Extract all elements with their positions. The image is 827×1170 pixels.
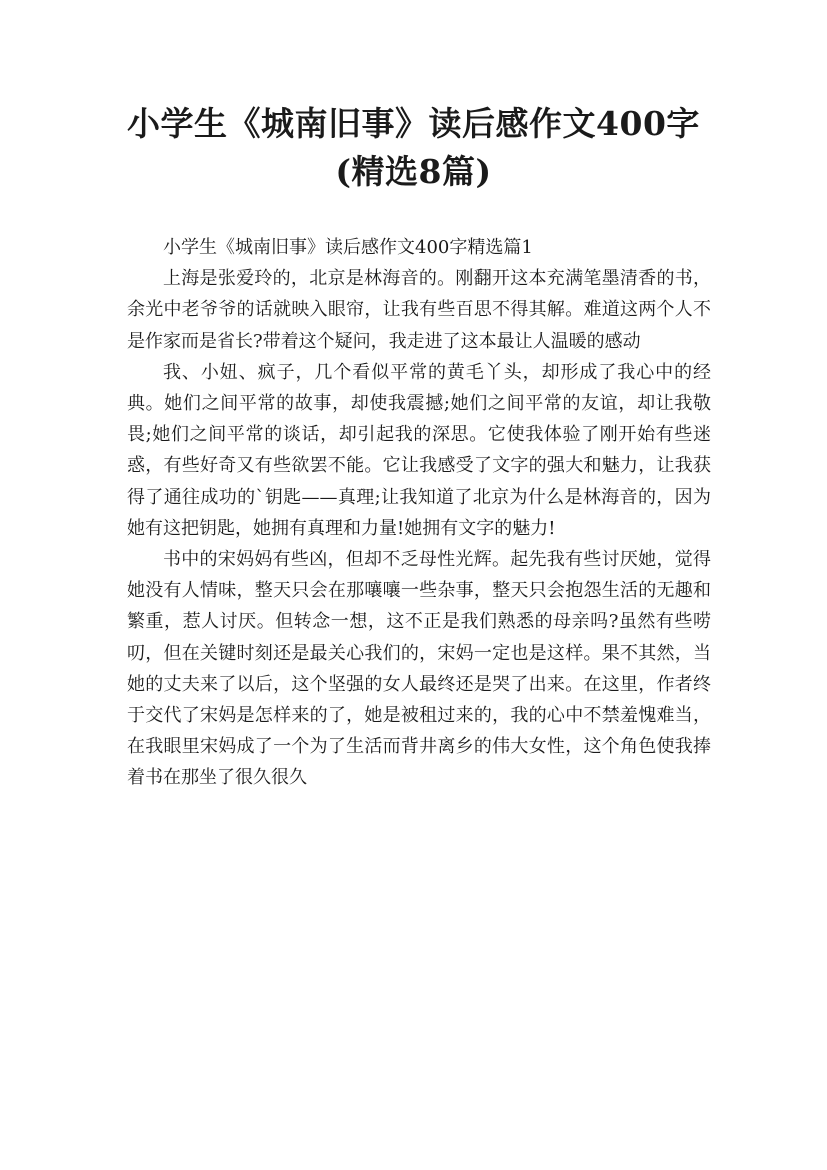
document-body [127, 232, 711, 794]
paragraph: 我、小妞、疯子，几个看似平常的黄毛丫头，却形成了我心中的经典。她们之间平常的故事，却使我震撼;她们之间平常的友谊，却让我敬畏;她们之间平常的谈话，却引起我的深思。它使我体验了刚开始有些迷惑，有些好奇又有些欲罢不能。它让我感受了文字的强大和魅力，让我获得了通往成功的`钥匙——真理;让我知道了北京为什么是林海音的，因为她有这把钥匙，她拥有真理和力量!她拥有文字的魅力! [127, 361, 711, 539]
paragraph: 上海是张爱玲的，北京是林海音的。刚翻开这本充满笔墨清香的书，余光中老爷爷的话就映入眼帘，让我有些百思不得其解。难道这两个人不是作家而是省长?带着这个疑问，我走进了这本最让人温暖的感动 [127, 268, 711, 352]
document-title: 小学生《城南旧事》读后感作文400字(精选8篇) [127, 104, 700, 191]
paragraph: 书中的宋妈妈有些凶，但却不乏母性光辉。起先我有些讨厌她，觉得她没有人情味，整天只会在那嚷嚷一些杂事，整天只会抱怨生活的无趣和繁重，惹人讨厌。但转念一想，这不正是我们熟悉的母亲吗?虽然有些唠叨，但在关键时刻还是最关心我们的，宋妈一定也是这样。果不其然，当她的丈夫来了以后，这个坚强的女人最终还是哭了出来。在这里，作者终于交代了宋妈是怎样来的了，她是被租过来的，我的心中不禁羞愧难当，在我眼里宋妈成了一个为了生活而背井离乡的伟大女性，这个角色使我捧着书在那坐了很久很久 [127, 549, 711, 789]
section-heading: 小学生《城南旧事》读后感作文400字精选篇1 [163, 237, 533, 258]
